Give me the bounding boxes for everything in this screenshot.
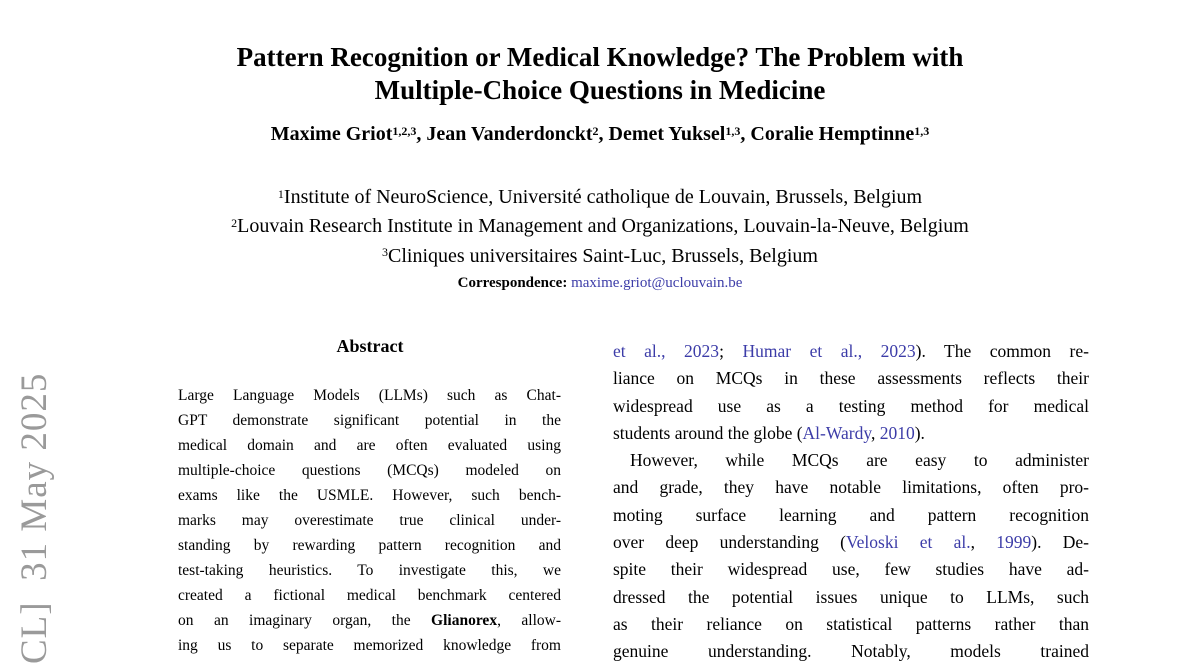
text-span: GPT demonstrate significant potential in the [178,412,561,429]
author-name: Maxime Griot [270,123,393,145]
text-span: moting surface learning and pattern recognition [613,504,1089,525]
text-span: , [416,123,427,145]
abstract-line [178,458,561,483]
text-span: , allow- [497,612,561,629]
text-span: on an imaginary organ, the [178,612,432,629]
abstract-line [178,408,561,433]
paper-title [0,41,1200,107]
abstract-line [178,633,561,658]
abstract-line [178,533,561,558]
body-line [613,638,1089,665]
affiliation-text: Cliniques universitaires Saint-Luc, Brussels, Belgium [388,244,818,267]
body-line [613,447,1089,474]
text-span: widespread use as a testing method for medical [613,395,1089,416]
authors-line [0,121,1200,149]
body-line [613,420,1089,447]
text-span: test-taking heuristics. To investigate this, we [178,562,561,579]
citation-link[interactable]: Al-Wardy [802,422,871,443]
text-span: over deep understanding ( [613,532,846,553]
affiliation-marker: 3 [382,245,389,260]
text-span: dressed the potential issues unique to LLMs, such [613,586,1089,607]
author-affiliation-sup: 1,3 [914,123,930,138]
correspondence-label: Correspondence: [457,275,572,291]
citation-link[interactable]: Humar et al., 2023 [742,341,916,361]
abstract-text [178,383,561,658]
abstract-line [178,558,561,583]
citation-link[interactable]: Veloski et al. [845,532,971,553]
text-span: ing us to separate memorized knowledge from [178,637,561,654]
author-affiliation-sup: 1,2,3 [392,123,417,138]
text-span: ). De- [1031,532,1089,553]
affiliation-text: Institute of NeuroScience, Université catholique de Louvain, Brussels, Belgium [283,186,923,208]
text-span: ; [719,341,743,361]
correspondence-line [0,273,1200,293]
text-span: However, while MCQs are easy to administer [630,450,1089,471]
abstract-line [178,583,561,608]
affiliation-text: Louvain Research Institute in Management and Organizations, Louvain-la-Neuve, Belgium [237,215,969,238]
text-span: , [740,123,751,145]
correspondence-email-link[interactable]: maxime.griot@uclouvain.be [571,275,743,291]
paper-title-line-2: Multiple-Choice Questions in Medicine [374,75,826,105]
affiliation-line [0,243,1200,272]
paper-title-line-1: Pattern Recognition or Medical Knowledge? The Problem with [236,42,964,72]
text-span: , [970,532,997,553]
text-span: Large Language Models (LLMs) such as Chat- [178,387,561,404]
citation-link[interactable]: 2010 [879,422,915,443]
author-name: Coralie Hemptinne [750,123,915,145]
abstract-line [178,483,561,508]
abstract-line [178,508,561,533]
text-span: liance on MCQs in these assessments reflects their [613,368,1089,389]
body-line [613,502,1089,529]
body-line [613,393,1089,420]
text-span: , [598,123,609,145]
text-span: medical domain and are often evaluated using [178,437,561,454]
text-span: students around the globe ( [613,422,803,443]
abstract-line [178,608,561,633]
body-line [613,611,1089,638]
abstract-line [178,433,561,458]
author-name: Demet Yuksel [608,123,726,145]
text-span: as their reliance on statistical patterns rather than [613,613,1089,634]
text-span: standing by rewarding pattern recognition and [178,537,561,554]
body-line [613,584,1089,611]
text-span: created a fictional medical benchmark centered [178,587,561,604]
body-line [613,556,1089,583]
text-span: spite their widespread use, few studies have ad- [613,559,1089,580]
author-name: Jean Vanderdonckt [426,123,593,145]
body-line [613,338,1089,365]
introduction-text [613,338,1089,666]
affiliations-block [0,184,1200,272]
author-affiliation-sup: 2 [592,123,599,138]
text-span: multiple-choice questions (MCQs) modeled on [178,462,561,479]
text-span: genuine understanding. Notably, models trained [613,641,1089,662]
abstract-heading: Abstract [336,336,404,356]
text-span: ). [914,422,925,443]
body-line [613,474,1089,501]
text-span: ). The common re- [915,341,1089,361]
correspondence-text-line [0,273,1200,293]
author-affiliation-sup: 1,3 [725,123,741,138]
body-line [613,365,1089,392]
affiliation-marker: 2 [231,216,238,231]
affiliation-line [0,184,1200,213]
abstract-line [178,383,561,408]
arxiv-watermark: CL] 31 May 2025 [14,372,55,664]
text-span: and grade, they have notable limitations, often pro- [613,477,1089,498]
body-line [613,529,1089,556]
text-span: exams like the USMLE. However, such bench- [178,487,561,504]
text-span: marks may overestimate true clinical under- [178,512,561,529]
affiliation-marker: 1 [277,186,284,201]
citation-link[interactable]: 1999 [996,532,1032,553]
citation-link[interactable]: et al., 2023 [613,341,720,361]
authors-text-line [0,121,1200,149]
affiliation-line [0,213,1200,242]
glianorex-term: Glianorex [431,612,498,629]
text-span: , [870,422,880,443]
